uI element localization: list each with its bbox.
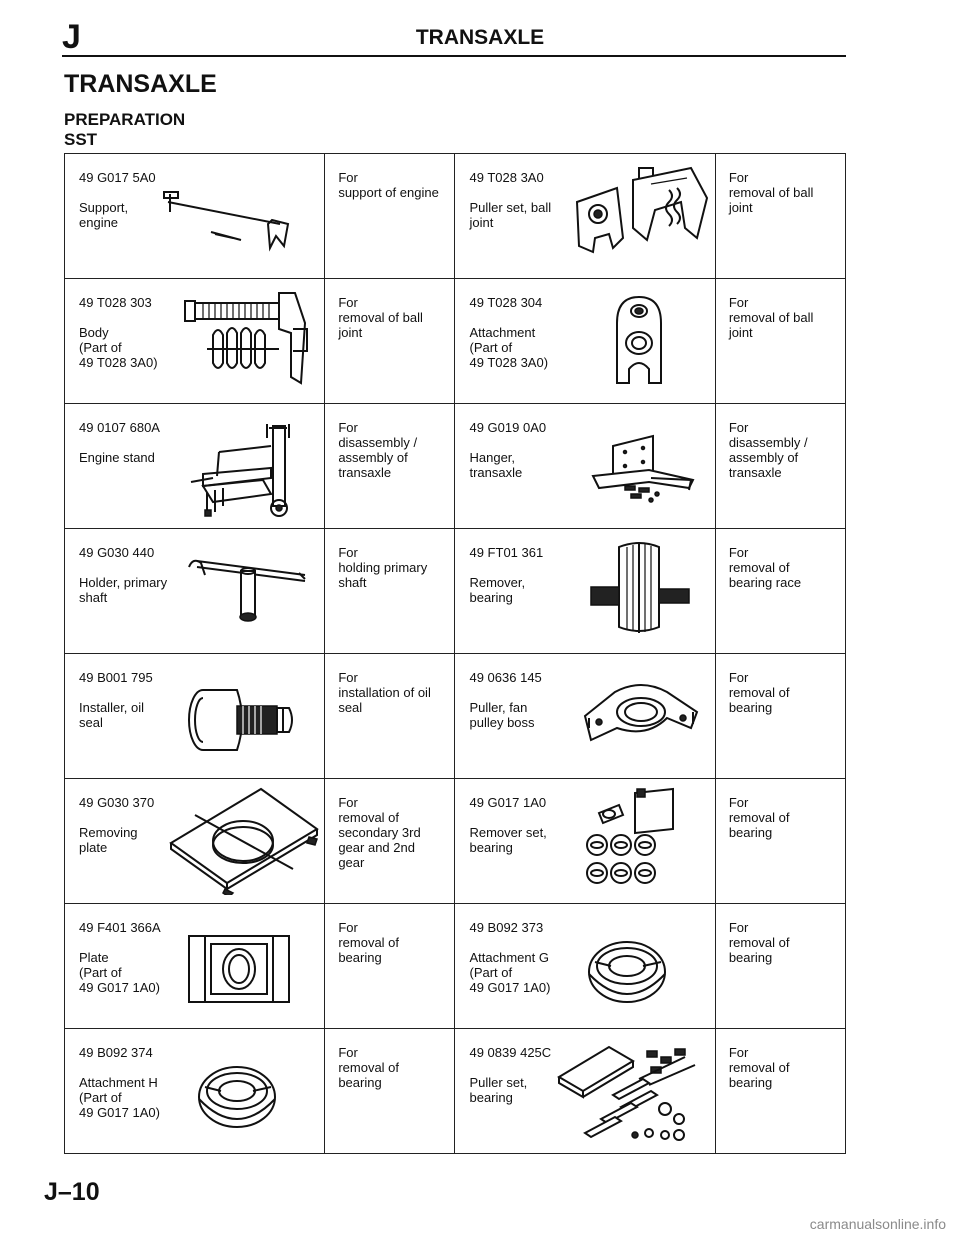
tool-number: 49 G019 0A0 — [469, 420, 547, 435]
tool-name: Attachment G (Part of 49 G017 1A0) — [469, 950, 551, 995]
ball-joint-puller-set-icon — [565, 162, 715, 272]
sst-heading: SST — [64, 130, 98, 149]
tool-cell — [65, 654, 325, 779]
usage-text: For removal of ball joint — [728, 170, 814, 215]
tool-name: Attachment H (Part of 49 G017 1A0) — [79, 1075, 160, 1120]
usage-cell — [715, 404, 845, 529]
usage-text: For removal of ball joint — [338, 295, 423, 340]
usage-cell — [325, 904, 455, 1029]
tool-cell — [455, 779, 715, 904]
oil-seal-installer-icon — [183, 682, 303, 762]
tool-text — [469, 295, 548, 370]
tool-cell — [455, 154, 715, 279]
preparation-heading: PREPARATION — [64, 110, 186, 129]
usage-text: For holding primary shaft — [338, 545, 428, 590]
puller-body-screw-icon — [183, 289, 323, 394]
table-row — [65, 404, 846, 529]
tool-cell — [65, 1029, 325, 1154]
tool-cell — [65, 404, 325, 529]
usage-cell — [325, 779, 455, 904]
attachment-ring-icon — [583, 932, 673, 1012]
tool-cell — [65, 279, 325, 404]
usage-cell — [715, 1029, 845, 1154]
tool-name: Plate (Part of 49 G017 1A0) — [79, 950, 160, 995]
bearing-remover-icon — [585, 537, 695, 647]
usage-cell — [715, 154, 845, 279]
table-row — [65, 654, 846, 779]
usage-text: For support of engine — [338, 170, 439, 200]
section-title: TRANSAXLE — [64, 70, 217, 98]
tool-number: 49 0107 680A — [79, 420, 160, 435]
usage-text: For installation of oil seal — [338, 670, 431, 715]
usage-text: For removal of bearing — [728, 1045, 790, 1090]
tool-text — [469, 920, 550, 995]
tool-name: Holder, primary shaft — [79, 575, 168, 605]
engine-stand-icon — [183, 416, 313, 526]
usage-text: For removal of bearing — [728, 795, 790, 840]
sst-table — [64, 153, 846, 1154]
tool-cell — [455, 654, 715, 779]
usage-cell — [325, 529, 455, 654]
tool-cell — [65, 904, 325, 1029]
removing-plate-icon — [165, 785, 320, 900]
tool-text — [79, 670, 153, 730]
transaxle-hanger-icon — [583, 432, 703, 512]
tool-name: Remover, bearing — [469, 575, 526, 605]
table-row — [65, 779, 846, 904]
table-row — [65, 154, 846, 279]
tool-number: 49 F401 366A — [79, 920, 161, 935]
tool-number: 49 B092 374 — [79, 1045, 153, 1060]
tool-number: 49 G017 1A0 — [469, 795, 547, 810]
usage-cell — [715, 529, 845, 654]
tool-name: Removing plate — [79, 825, 138, 855]
header-rule — [62, 55, 846, 57]
tool-cell — [65, 529, 325, 654]
tool-number: 49 G030 370 — [79, 795, 155, 810]
tool-text — [469, 170, 551, 230]
tool-text — [79, 1045, 160, 1120]
usage-cell — [325, 404, 455, 529]
tool-name: Puller set, bearing — [469, 1075, 528, 1105]
tool-name: Remover set, bearing — [469, 825, 547, 855]
tool-name: Installer, oil seal — [79, 700, 145, 730]
tool-number: 49 0839 425C — [469, 1045, 552, 1060]
usage-cell — [715, 279, 845, 404]
usage-text: For disassembly / assembly of transaxle — [338, 420, 418, 480]
table-row — [65, 904, 846, 1029]
usage-cell — [325, 279, 455, 404]
plate-icon — [185, 932, 295, 1012]
usage-cell — [325, 154, 455, 279]
page-number: J–10 — [44, 1178, 100, 1206]
tool-name: Puller, fan pulley boss — [469, 700, 535, 730]
tool-number: 49 T028 303 — [79, 295, 152, 310]
tool-cell — [455, 404, 715, 529]
tool-number: 49 G030 440 — [79, 545, 155, 560]
tool-name: Engine stand — [79, 450, 155, 465]
usage-cell — [715, 904, 845, 1029]
usage-text: For removal of bearing — [338, 1045, 400, 1090]
usage-text: For removal of bearing — [338, 920, 400, 965]
table-row — [65, 1029, 846, 1154]
tool-text — [79, 795, 154, 855]
tool-cell — [455, 279, 715, 404]
usage-text: For removal of bearing — [728, 920, 790, 965]
tool-text — [469, 670, 541, 730]
tool-name: Puller set, ball joint — [469, 200, 552, 230]
tool-number: 49 B092 373 — [469, 920, 544, 935]
chapter-letter: J — [62, 18, 81, 56]
tool-number: 49 T028 3A0 — [469, 170, 544, 185]
tool-number: 49 0636 145 — [469, 670, 542, 685]
tool-text — [469, 420, 546, 480]
usage-text: For disassembly / assembly of transaxle — [728, 420, 808, 480]
attachment-ring-icon — [193, 1057, 283, 1137]
table-row — [65, 529, 846, 654]
tool-number: 49 G017 5A0 — [79, 170, 156, 185]
page-header-title: TRANSAXLE — [415, 26, 545, 49]
engine-support-bar-icon — [160, 184, 310, 264]
tool-cell — [455, 1029, 715, 1154]
tool-cell — [455, 529, 715, 654]
usage-cell — [715, 654, 845, 779]
tool-name: Hanger, transaxle — [469, 450, 523, 480]
tool-cell — [455, 904, 715, 1029]
usage-text: For removal of ball joint — [728, 295, 814, 340]
primary-shaft-holder-icon — [183, 551, 313, 636]
usage-cell — [325, 654, 455, 779]
puller-attachment-icon — [605, 293, 675, 398]
usage-cell — [325, 1029, 455, 1154]
tool-text — [469, 795, 546, 855]
tool-name: Attachment (Part of 49 T028 3A0) — [469, 325, 549, 370]
watermark: carmanualsonline.info — [809, 1216, 946, 1232]
tool-name: Body (Part of 49 T028 3A0) — [79, 325, 158, 370]
usage-text: For removal of bearing race — [728, 545, 802, 590]
table-row — [65, 279, 846, 404]
bearing-puller-set-icon — [555, 1035, 705, 1150]
tool-text — [79, 170, 156, 230]
tool-text — [469, 545, 543, 605]
tool-text — [469, 1045, 551, 1105]
tool-text — [79, 295, 158, 370]
fan-pulley-puller-icon — [575, 672, 705, 767]
tool-cell — [65, 154, 325, 279]
tool-text — [79, 920, 161, 995]
tool-name: Support, engine — [79, 200, 129, 230]
tool-number: 49 FT01 361 — [469, 545, 544, 560]
tool-number: 49 T028 304 — [469, 295, 543, 310]
usage-text: For removal of bearing — [728, 670, 790, 715]
usage-cell — [715, 779, 845, 904]
usage-text: For removal of secondary 3rd gear and 2nd gear — [338, 795, 421, 870]
bearing-remover-set-icon — [577, 783, 687, 898]
tool-number: 49 B001 795 — [79, 670, 153, 685]
tool-text — [79, 420, 160, 465]
tool-text — [79, 545, 167, 605]
tool-cell — [65, 779, 325, 904]
